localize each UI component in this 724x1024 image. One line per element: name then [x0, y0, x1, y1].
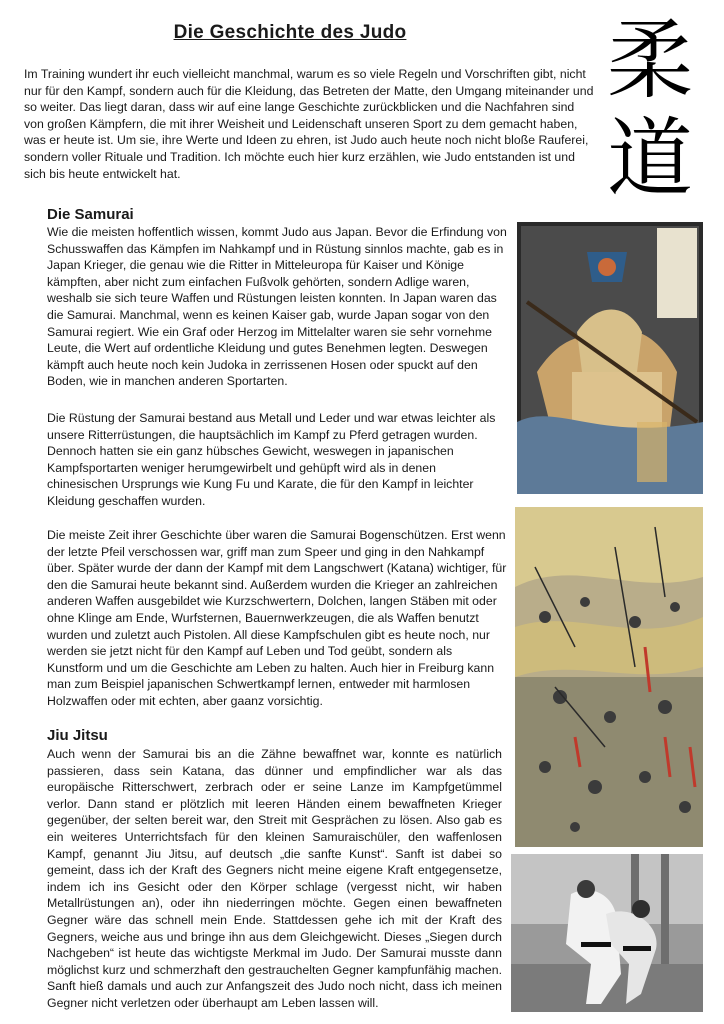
kanji-ju: 柔: [607, 11, 693, 111]
kanji-do: 道: [607, 109, 693, 209]
jiu-jitsu-paragraph: Auch wenn der Samurai bis an die Zähne bewaffnet war, konnte es natürlich passieren, dass sein Katana, das dünner und empfindlicher war als das europäische Ritterschwert, zerbrach oder er seine Lanze im Kampfgetümmel verlor. Dann stand er plötzlich mit leeren Händen einem bewaffneten Krieger gegenüber, der selten bereit war, den Streit mit Gesprächen zu lösen. Also gab es ein weiteres Unterrichtsfach für den kleinen Samuraischüler, den waffenlosen Kampf, genannt Jiu Jitsu, auf deutsch „die sanfte Kunst“. Sanft ist dabei so gemeint, dass ich der Kraft des Gegners nicht meine eigene Kraft entgegensetze, indem ich ins Gesicht oder den Körper schlage (vergesst nicht, wir haben Metallrüstungen an), oder ihn niederringen möchte. Gegen einen bewaffneten Gegner wäre das schnell mein Ende. Stattdessen gehe ich mit der Kraft des Gegners, weiche aus und bringe ihn aus dem Gleichgewicht. Dieses „Siegen durch Nachgeben“ ist heute das wichtigste Merkmal im Judo. Der Samurai musste dann möglichst kurz und schmerzhaft den gestrauchelten Gegner kampfunfähig machen. Sanft hieß damals und auch zur Anfangszeit des Judo noch nicht, dass ich meinen Gegner nicht verletzen oder überhaupt am Leben lassen will.: [47, 747, 502, 1010]
section-heading-jiu-jitsu: Jiu Jitsu: [47, 727, 108, 744]
page-title: Die Geschichte des Judo: [173, 22, 407, 43]
section-heading-samurai: Die Samurai: [47, 206, 134, 223]
intro-paragraph: Im Training wundert ihr euch vielleicht manchmal, warum es so viele Regeln und Vorschriften gibt, nicht nur für den Kampf, sondern auch für die Kleidung, das Betreten der Matte, den Umgang miteinander und so weiter. Das liegt daran, dass wir auf eine lange Geschichte zurückblicken und die Nachfahren sind von großen Kämpfern, die mit ihrer Weisheit und Leidenschaft unseren Sport zu dem gemacht haben, was er heute ist. Um sie, ihre Werte und Ideen zu ehren, ist Judo auch heute noch nicht bloße Rauferei, sondern voller Rituale und Tradition. Ich möchte euch hier kurz erzählen, wie Judo entstanden ist und sich bis heute entwickelt hat.: [24, 67, 594, 181]
samurai-paragraph-2: Die Rüstung der Samurai bestand aus Metall und Leder und war etwas leichter als unsere Ritterrüstungen, die hauptsächlich im Kampf zu Pferd getragen wurden. Dennoch hatten sie ein ganz hübsches Gewicht, weswegen in japanischen Kampfsportarten weniger herumgewirbelt und gehüpft wird als in denen chinesischen Ursprungs wie Kung Fu und Karate, die für den Kampf in leichter Kleidung geschaffen wurden.: [47, 411, 496, 508]
samurai-woodblock-print: [517, 222, 703, 494]
judo-throw-photo: [511, 854, 703, 1012]
samurai-paragraph-1: Wie die meisten hoffentlich wissen, kommt Judo aus Japan. Bevor die Erfindung von Schusswaffen das Kämpfen im Nahkampf und in Rüstung sinnlos machte, gab es in Japan Krieger, die genau wie die Ritter in Mitteleuropa für Kaiser und Könige kämpften, aber nicht zum einfachen Fußvolk gehörten, sondern Adlige waren, weshalb sie sich teure Waffen und Rüstungen leisten konnten. In Japan waren das die Samurai. Manchmal, wenn es keinen Kaiser gab, wurde Japan sogar von den Samurai regiert. Wie ein Graf oder Herzog im Mittelalter waren sie sehr vornehme Leute, die Wert auf ordentliche Kleidung und gutes Benehmen legten. Deswegen kämpft auch heute noch kein Judoka in zerrissenen Hosen oder spuckt auf den Boden, wie in manchen anderen Sportarten.: [47, 225, 507, 389]
judo-kanji-calligraphy: [600, 12, 700, 208]
samurai-battle-painting: [515, 507, 703, 847]
samurai-paragraph-3: Die meiste Zeit ihrer Geschichte über waren die Samurai Bogenschützen. Erst wenn der letzte Pfeil verschossen war, griff man zum Speer und ging in den Nahkampf über. Später wurde der dann der Kampf mit dem Langschwert (Katana) wichtiger, für den die Samurai heute bekannt sind. Außerdem wurden die Krieger an zahlreichen anderen Waffen ausgebildet wie Kurzschwertern, Dolchen, langen Stäben mit oder ohne Klinge am Ende, Wurfsternen, Bauernwerkzeugen, die als Waffen benutzt wurden und zuletzt auch Pistolen. All diese Kampfschulen gibt es heute noch, nur werden sie jetzt nicht für den Kampf auf Leben und Tod geübt, sondern als Kunstform und um die Geschichte am Leben zu halten. Auch hier in Freiburg kann man zum Beispiel japanischen Schwertkampf lernen, entweder mit harmlosen Holzwaffen oder mit echten, aber gaanz vorsichtig.: [47, 528, 507, 708]
